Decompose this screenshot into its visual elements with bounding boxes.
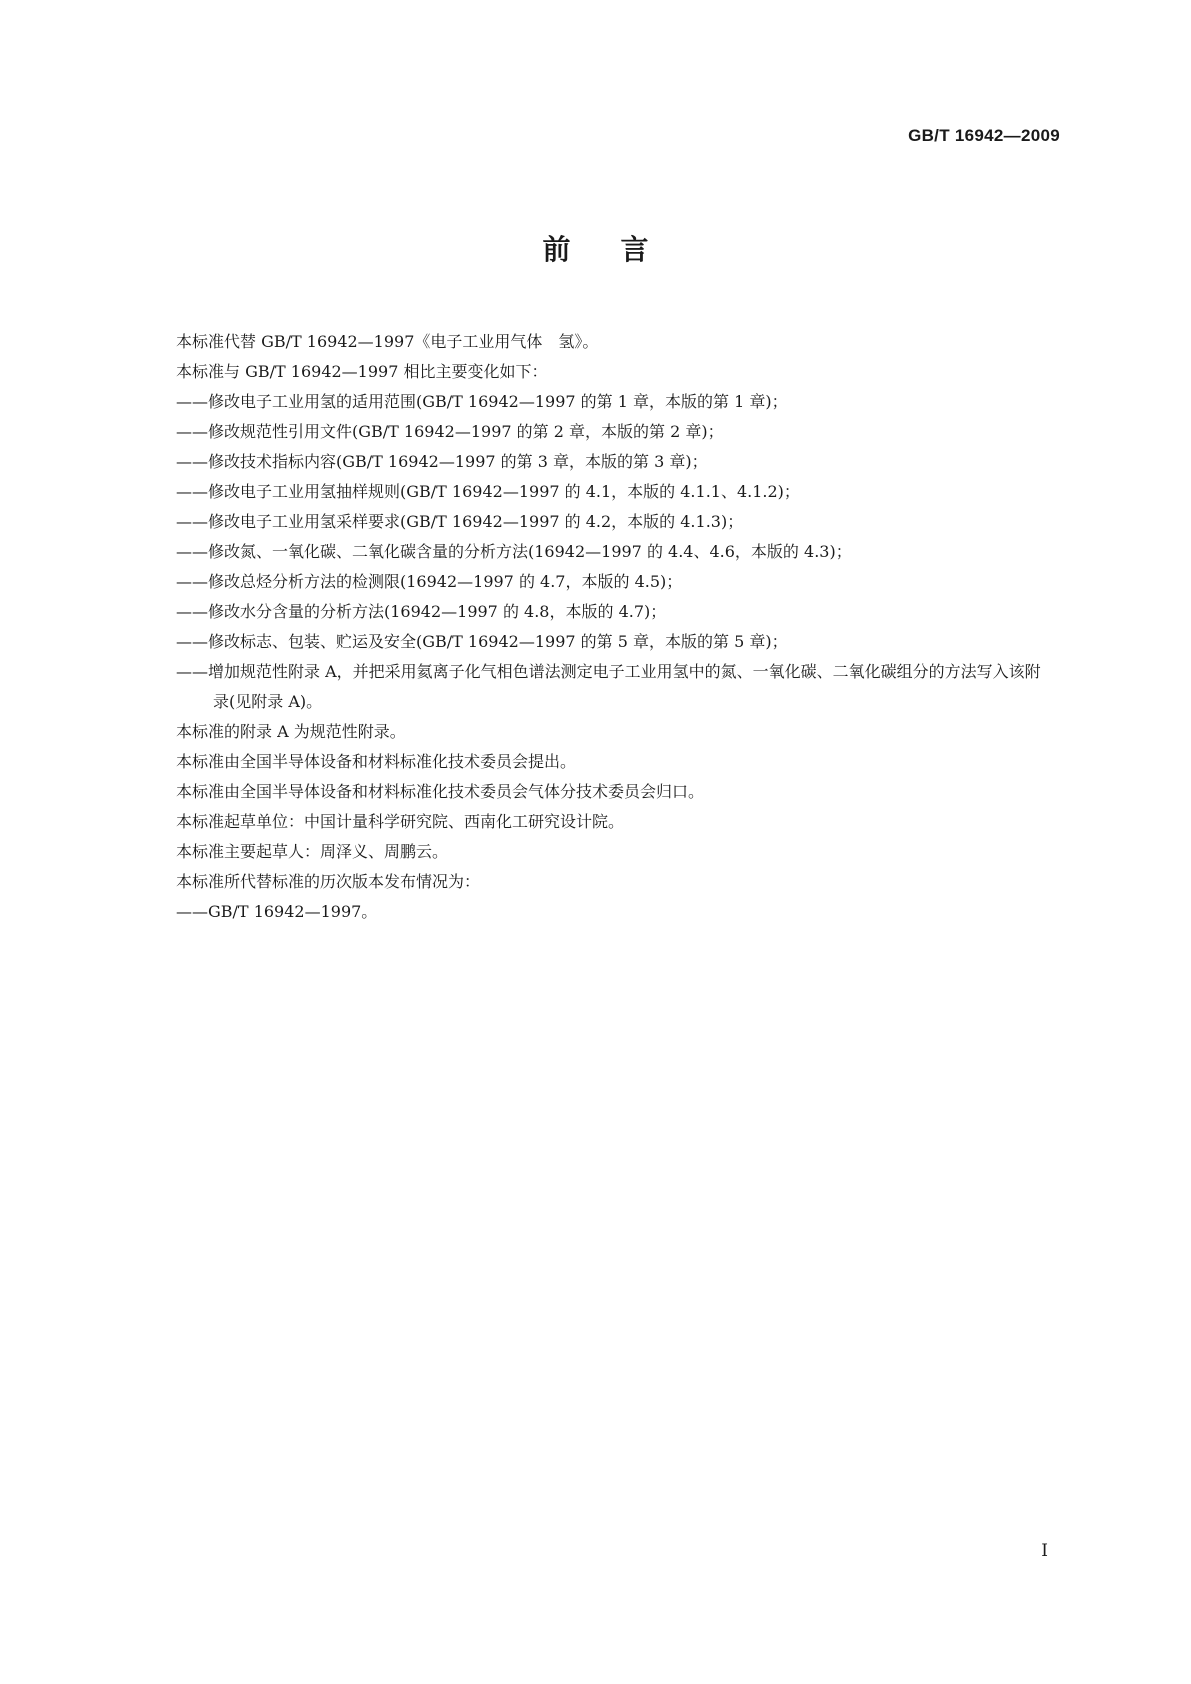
paragraph-line: 本标准代替 GB/T 16942—1997《电子工业用气体 氢》。 <box>176 332 599 351</box>
list-item: ——修改总烃分析方法的检测限(16942—1997 的 4.7，本版的 4.5)； <box>176 572 683 591</box>
list-item: ——修改标志、包装、贮运及安全(GB/T 16942—1997 的第 5 章，本版的第 5 章)； <box>176 632 788 651</box>
list-item: ——修改电子工业用氢采样要求(GB/T 16942—1997 的 4.2，本版的 4.1.3)； <box>176 512 744 531</box>
standard-code: GB/T 16942—2009 <box>908 126 1060 145</box>
list-item: ——修改技术指标内容(GB/T 16942—1997 的第 3 章，本版的第 3 章)； <box>176 452 708 471</box>
list-item: ——修改水分含量的分析方法(16942—1997 的 4.8，本版的 4.7)； <box>176 602 667 621</box>
paragraph-line: 本标准起草单位：中国计量科学研究院、西南化工研究设计院。 <box>176 812 625 831</box>
page-number: I <box>1041 1541 1048 1561</box>
paragraph-line: 本标准主要起草人：周泽义、周鹏云。 <box>176 842 449 861</box>
foreword-body <box>176 327 1056 927</box>
paragraph-line: 本标准的附录 A 为规范性附录。 <box>176 722 406 741</box>
paragraph-line: 本标准所代替标准的历次版本发布情况为： <box>176 872 481 891</box>
list-item: ——修改电子工业用氢抽样规则(GB/T 16942—1997 的 4.1，本版的 4.1.1、4.1.2)； <box>176 482 800 501</box>
list-item: ——修改规范性引用文件(GB/T 16942—1997 的第 2 章，本版的第 2 章)； <box>176 422 724 441</box>
list-item: ——修改电子工业用氢的适用范围(GB/T 16942—1997 的第 1 章，本版的第 1 章)； <box>176 392 788 411</box>
list-item: ——修改氮、一氧化碳、二氧化碳含量的分析方法(16942—1997 的 4.4、4.6，本版的 4.3)； <box>176 542 852 561</box>
page-title: 前言 <box>542 233 699 266</box>
list-item: ——增加规范性附录 A，并把采用氦离子化气相色谱法测定电子工业用氢中的氮、一氧化碳、二氧化碳组分的方法写入该附录(见附录 A)。 <box>176 662 1041 711</box>
list-item: ——GB/T 16942—1997。 <box>176 902 378 921</box>
paragraph-line: 本标准由全国半导体设备和材料标准化技术委员会提出。 <box>176 752 577 771</box>
paragraph-line: 本标准与 GB/T 16942—1997 相比主要变化如下： <box>176 362 548 381</box>
paragraph-line: 本标准由全国半导体设备和材料标准化技术委员会气体分技术委员会归口。 <box>176 782 705 801</box>
